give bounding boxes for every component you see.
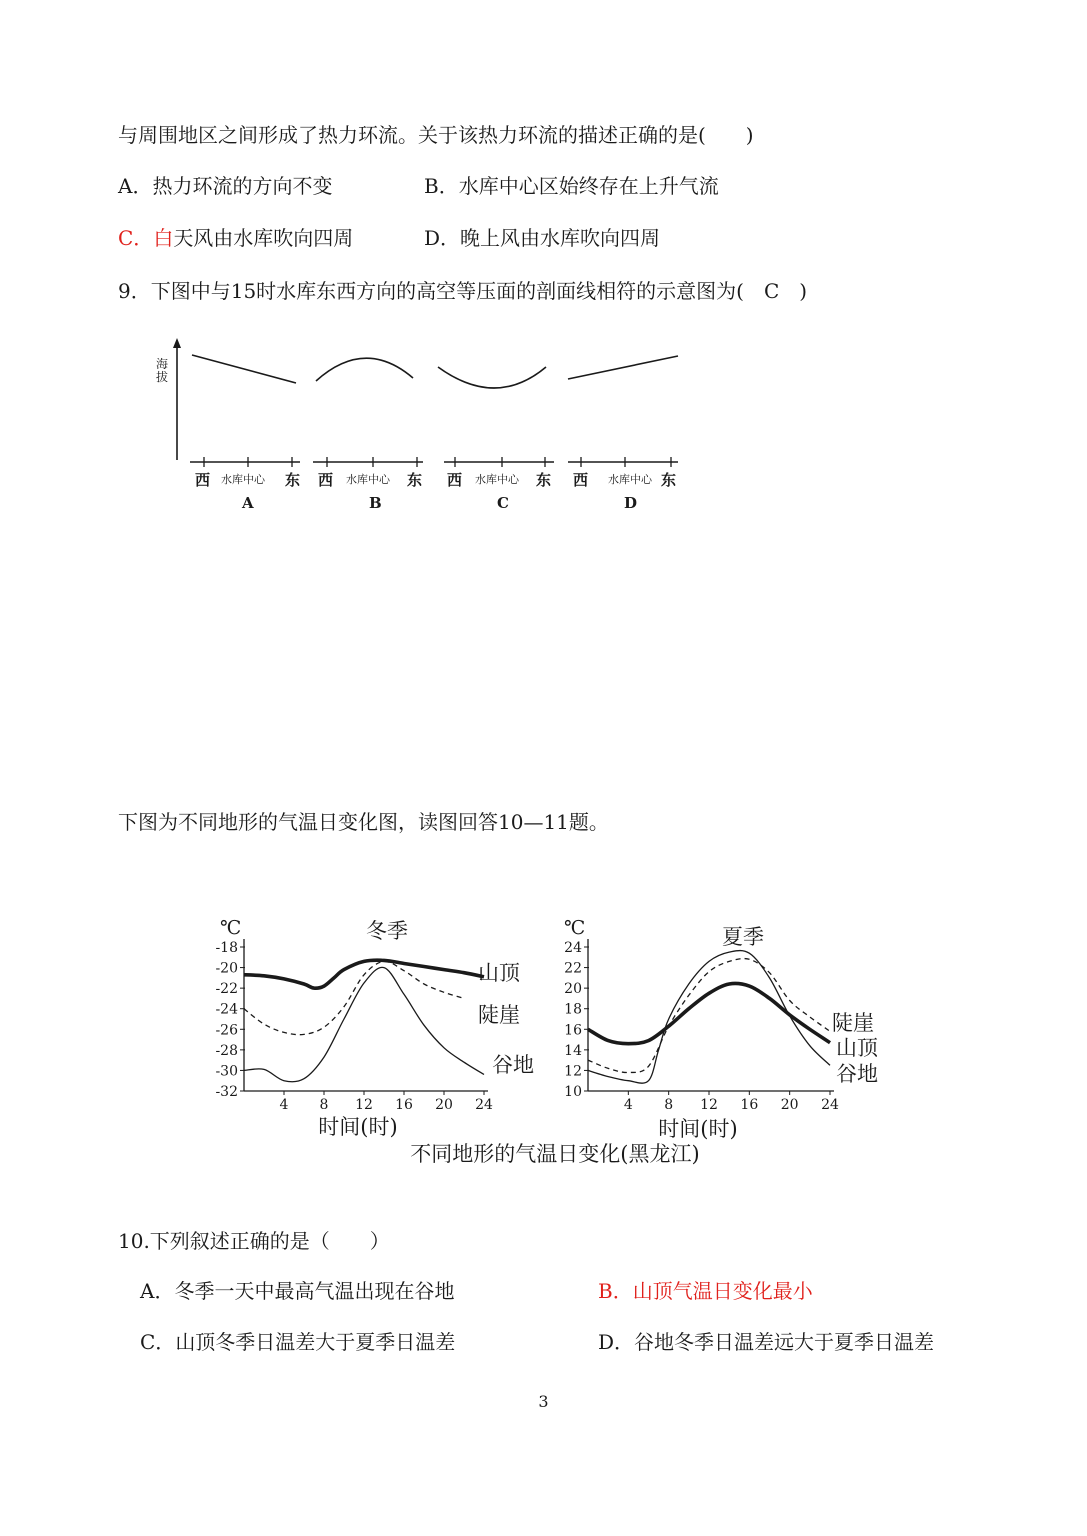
chart-y-tick-label: -28 <box>215 1042 238 1059</box>
q8-option-d-text: 晚上风由水库吹向四周 <box>460 226 661 250</box>
chart-y-tick-label: -30 <box>215 1063 238 1080</box>
chart-x-tick-label: 12 <box>700 1097 718 1113</box>
q8-option-a <box>118 172 332 200</box>
chart-x-tick-label: 16 <box>740 1097 759 1113</box>
chart-x-tick-label: 12 <box>355 1097 373 1113</box>
summer-chart <box>564 917 879 1141</box>
panel-b-east-label: 东 <box>407 471 423 489</box>
chart-y-tick-label: 16 <box>564 1022 582 1039</box>
series-label: 谷地 <box>836 1062 878 1086</box>
chart-x-label: 时间(时) <box>658 1117 738 1141</box>
chart-x-tick-label: 4 <box>279 1097 289 1113</box>
chart-x-tick-label: 24 <box>821 1097 839 1113</box>
q10-option-b-text: 山顶气温日变化最小 <box>632 1279 813 1303</box>
q10-option-a-letter: A． <box>140 1279 175 1303</box>
q8-option-c-highlight: 白 <box>153 226 174 250</box>
series-label: 谷地 <box>492 1053 534 1077</box>
q8-option-a-letter: A． <box>118 174 153 198</box>
panel-b <box>313 358 423 512</box>
y-axis-label-char: 海 <box>156 357 169 371</box>
y-axis-arrow-icon <box>173 338 181 348</box>
charts-caption: 不同地形的气温日变化(黑龙江) <box>410 1142 700 1166</box>
q8-option-d <box>424 224 660 252</box>
q10-option-a-text: 冬季一天中最高气温出现在谷地 <box>174 1279 455 1303</box>
panel-b-center-label: 水库中心 <box>346 473 390 486</box>
chart-x-tick-label: 16 <box>395 1097 413 1113</box>
panel-a-east-label: 东 <box>285 471 301 489</box>
panel-d <box>568 356 678 512</box>
chart-y-tick-label: 14 <box>564 1042 582 1059</box>
q9-stem: 9．下图中与15时水库东西方向的高空等压面的剖面线相符的示意图为( C ) <box>118 279 808 303</box>
chart-title: 夏季 <box>722 925 764 949</box>
chart-y-tick-label: 20 <box>564 981 582 998</box>
chart-y-tick-label: -26 <box>215 1022 238 1039</box>
panel-b-isobar <box>316 358 413 381</box>
q10-option-b <box>598 1277 813 1305</box>
q10-option-d-letter: D． <box>598 1330 635 1354</box>
chart-y-tick-label: -18 <box>215 940 238 956</box>
chart-y-tick-label: 12 <box>564 1063 582 1080</box>
chart-y-tick-label: -22 <box>215 981 238 998</box>
chart-x-tick-label: 8 <box>664 1097 674 1113</box>
chart-title: 冬季 <box>366 919 408 943</box>
panel-d-letter: D <box>624 494 638 512</box>
q10-option-d-text: 谷地冬季日温差远大于夏季日温差 <box>634 1330 935 1354</box>
chart-x-tick-label: 20 <box>780 1097 799 1113</box>
panel-a-isobar <box>192 355 296 383</box>
panel-c-center-label: 水库中心 <box>475 473 519 486</box>
panel-c-letter: C <box>497 494 509 512</box>
q8-option-c <box>118 224 353 252</box>
q10-option-a <box>140 1277 454 1305</box>
series-line-陡崖 <box>588 959 830 1073</box>
panel-a <box>190 355 300 512</box>
q8-stem: 与周围地区之间形成了热力环流。关于该热力环流的描述正确的是( ) <box>118 123 754 147</box>
y-axis-label-char: 拔 <box>156 370 169 384</box>
q8-option-c-rest: 天风由水库吹向四周 <box>173 226 354 250</box>
chart-y-tick-label: 22 <box>564 960 582 977</box>
panel-b-west-label: 西 <box>318 471 334 489</box>
winter-chart <box>215 917 534 1139</box>
chart-y-tick-label: -20 <box>215 960 238 977</box>
chart-y-tick-label: 18 <box>564 1001 582 1018</box>
chart-y-tick-label: -24 <box>215 1001 238 1018</box>
isobar-profile-figure <box>140 330 700 520</box>
q10-intro: 下图为不同地形的气温日变化图，读图回答10—11题。 <box>118 810 609 834</box>
q8-option-b <box>424 172 719 200</box>
panel-d-isobar <box>568 356 678 379</box>
panel-a-letter: A <box>242 494 254 512</box>
q8-option-c-letter: C． <box>118 226 154 250</box>
panel-c-isobar <box>438 367 546 388</box>
y-axis-label-char-1 <box>156 357 168 384</box>
panel-c-west-label: 西 <box>447 471 463 489</box>
panel-d-center-label: 水库中心 <box>608 473 652 486</box>
q10-option-c-letter: C． <box>140 1330 176 1354</box>
q10-option-d <box>598 1328 934 1356</box>
series-line-谷地 <box>244 967 484 1081</box>
panel-a-west-label: 西 <box>195 471 211 489</box>
chart-y-unit: ℃ <box>564 917 586 939</box>
q10-option-c <box>140 1328 455 1356</box>
temperature-charts <box>200 900 900 1175</box>
chart-y-tick-label: -32 <box>215 1084 238 1100</box>
panel-b-letter: B <box>369 494 382 512</box>
series-label: 陡崖 <box>478 1003 520 1027</box>
chart-x-tick-label: 20 <box>435 1097 453 1113</box>
chart-y-tick-label: 24 <box>564 940 582 956</box>
chart-x-tick-label: 4 <box>623 1097 633 1113</box>
page-number: 3 <box>538 1392 549 1411</box>
chart-x-tick-label: 8 <box>319 1097 329 1113</box>
chart-x-label: 时间(时) <box>318 1115 398 1139</box>
series-line-陡崖 <box>244 961 464 1034</box>
q8-option-d-letter: D． <box>424 226 461 250</box>
series-label: 陡崖 <box>832 1011 874 1035</box>
q8-option-b-text: 水库中心区始终存在上升气流 <box>458 174 719 198</box>
chart-y-unit: ℃ <box>220 917 242 939</box>
panel-a-center-label: 水库中心 <box>221 473 265 486</box>
series-label: 山顶 <box>478 961 520 985</box>
series-label: 山顶 <box>836 1036 878 1060</box>
q10-stem: 10.下列叙述正确的是（ ） <box>118 1229 390 1253</box>
series-line-山顶 <box>588 983 830 1043</box>
q10-option-b-letter: B． <box>598 1279 633 1303</box>
panel-d-west-label: 西 <box>573 471 589 489</box>
panel-c <box>438 367 554 512</box>
chart-y-tick-label: 10 <box>564 1084 582 1100</box>
chart-x-tick-label: 24 <box>475 1097 493 1113</box>
panel-d-east-label: 东 <box>661 471 677 489</box>
q8-option-b-letter: B． <box>424 174 459 198</box>
q8-option-a-text: 热力环流的方向不变 <box>152 174 333 198</box>
panel-c-east-label: 东 <box>536 471 552 489</box>
q10-option-c-text: 山顶冬季日温差大于夏季日温差 <box>175 1330 456 1354</box>
q8-option-c-text <box>153 226 353 250</box>
